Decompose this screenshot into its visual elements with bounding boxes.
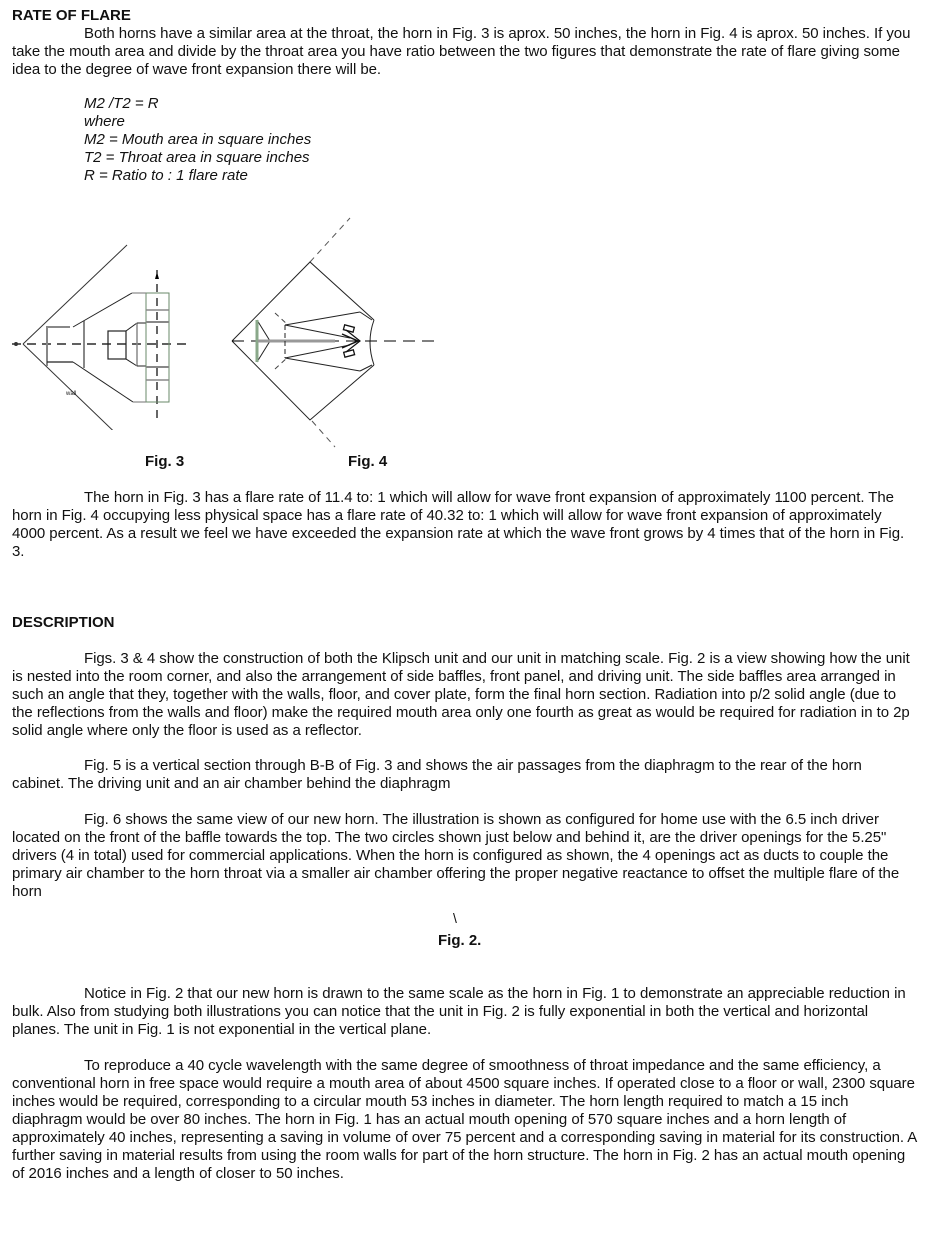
fig2-marker: \ <box>453 910 457 926</box>
description-paragraph-2: Fig. 5 is a vertical section through B-B of Fig. 3 and shows the air passages from the diaphragm to the rear of the horn cabinet. The driving unit and an air chamber behind the diaphragm <box>12 757 862 792</box>
fig4-caption: Fig. 4 <box>348 453 388 470</box>
fig3-caption: Fig. 3 <box>145 453 185 470</box>
intro-paragraph: Both horns have a similar area at the throat, the horn in Fig. 3 is aprox. 50 inches, the horn in Fig. 4 is aprox. 50 inches. If you take the mouth area and divide by the throat area you have ratio between the two figures that demonstrate the rate of flare giving some idea to the degree of wave front expansion there will be. <box>12 25 911 78</box>
section-heading-description: DESCRIPTION <box>12 614 115 631</box>
section-heading-rate-of-flare: RATE OF FLARE <box>12 7 131 24</box>
fig2-caption: Fig. 2. <box>438 932 482 949</box>
flare-formula-block <box>84 95 311 185</box>
description-paragraph-5: To reproduce a 40 cycle wavelength with the same degree of smoothness of throat impedance and the same efficiency, a conventional horn in free space would require a mouth area of about 4500 square inches. If operated close to a floor or wall, 2300 square inches would be required, corresponding to a circular mouth 53 inches in diameter. The horn length required to match a 15 inch diaphragm would be over 80 inches. The horn in Fig. 1 has an actual mouth opening of 570 square inches and a horn length of approximately 40 inches, representing a saving in volume of over 75 percent and a corresponding saving in material for its construction. A further saving in material results from using the room walls for part of the horn structure. The horn in Fig. 2 has an actual mouth opening of 2016 inches and a length of closer to 50 inches. <box>12 1057 917 1182</box>
description-paragraph-3: Fig. 6 shows the same view of our new horn. The illustration is shown as configured for home use with the 6.5 inch driver located on the front of the baffle towards the top. The two circles shown just below and behind it, are the driver openings for the 5.25" drivers (4 in total) used for commercial applications. When the horn is configured as shown, the 4 openings act as ducts to couple the primary air chamber to the horn throat via a smaller air chamber offering the proper negative reactance to offset the multiple flare of the horn <box>12 811 900 900</box>
fig3-wall-label: wall <box>66 391 77 397</box>
description-paragraph-1: Figs. 3 & 4 show the construction of both the Klipsch unit and our unit in matching scale. Fig. 2 is a view showing how the unit is nested into the room corner, and also the arrangement of side baffles, front panel, and driving unit. The side baffles area arranged in such an angle that they, together with the walls, floor, and cover plate, form the final horn section. Radiation into p/2 solid angle (due to the reflections from the walls and floor) make the required mouth area only one fourth as great as would be required for radiation in to 2p solid angle where only the floor is used as a reflector. <box>12 650 910 739</box>
formula-where: where <box>84 113 125 130</box>
formula-def-t2: T2 = Throat area in square inches <box>84 149 310 166</box>
result-paragraph: The horn in Fig. 3 has a flare rate of 11.4 to: 1 which will allow for wave front expansion of approximately 1100 percent. The horn in Fig. 4 occupying less physical space has a flare rate of 40.32 to: 1 which will allow for wave front expansion of approximately 4000 percent. As a result we feel we have exceeded the expansion rate at which the wave front grows by 4 times that of the horn in Fig. 3. <box>12 489 905 560</box>
formula-equation: M2 /T2 = R <box>84 95 159 112</box>
fig3-klipsch-horn-drawing <box>0 230 215 430</box>
formula-def-r: R = Ratio to : 1 flare rate <box>84 167 248 184</box>
description-paragraph-4: Notice in Fig. 2 that our new horn is drawn to the same scale as the horn in Fig. 1 to demonstrate an appreciable reduction in bulk. Also from studying both illustrations you can notice that the unit in Fig. 2 is fully exponential in both the vertical and horizontal planes. The unit in Fig. 1 is not exponential in the vertical plane. <box>12 985 906 1038</box>
fig4-new-horn-drawing <box>225 215 445 450</box>
formula-def-m2: M2 = Mouth area in square inches <box>84 131 312 148</box>
